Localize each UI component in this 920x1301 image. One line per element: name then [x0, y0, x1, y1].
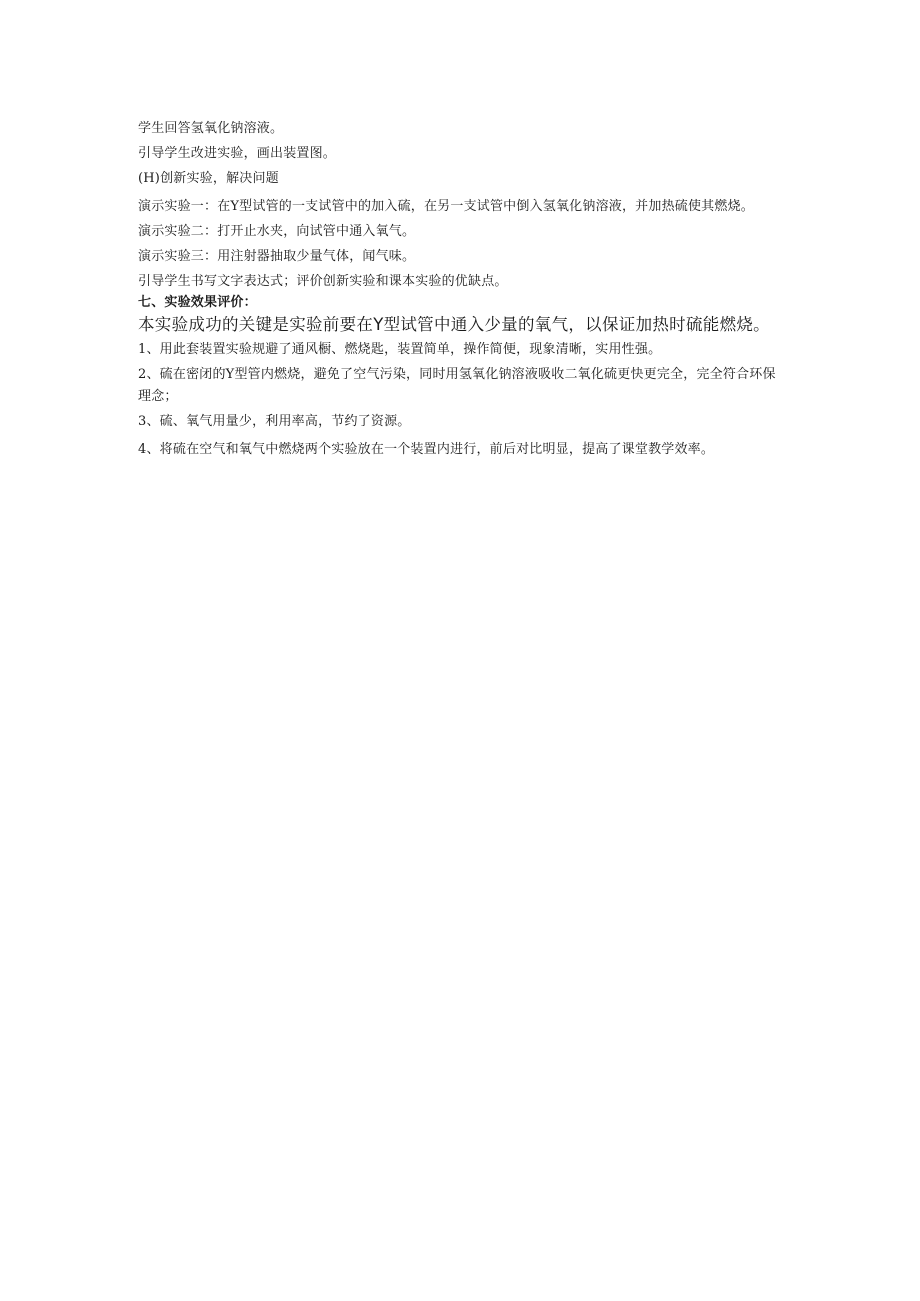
document-body [138, 118, 788, 461]
section-heading: 七、实验效果评价： [138, 295, 257, 310]
point-two: 2、硫在密闭的Y型管内燃烧，避免了空气污染，同时用氢氧化钠溶液吸收二氧化硫更快更完全，完全符合环保理念； [138, 367, 776, 404]
key-statement: 本实验成功的关键是实验前要在Y型试管中通入少量的氧气，以保证加热时硫能燃烧。 [138, 315, 770, 334]
line-innovation-title: (H)创新实验，解决问题 [138, 171, 279, 186]
line-student-answer: 学生回答氢氧化钠溶液。 [138, 121, 284, 136]
point-three: 3、硫、氧气用量少，利用率高，节约了资源。 [138, 414, 411, 429]
point-four: 4、将硫在空气和氧气中燃烧两个实验放在一个装置内进行，前后对比明显，提高了课堂教学效率。 [138, 442, 715, 457]
line-guide-write: 引导学生书写文字表达式；评价创新实验和课本实验的优缺点。 [138, 274, 508, 289]
line-guide-improve: 引导学生改进实验，画出装置图。 [138, 146, 337, 161]
point-one: 1、用此套装置实验规避了通风橱、燃烧匙，装置简单，操作简便，现象清晰，实用性强。 [138, 342, 662, 357]
line-demo-two: 演示实验二：打开止水夹，向试管中通入氧气。 [138, 224, 416, 239]
line-demo-one: 演示实验一：在Y型试管的一支试管中的加入硫，在另一支试管中倒入氢氧化钠溶液，并加热硫使其燃烧。 [138, 199, 754, 214]
line-demo-three: 演示实验三：用注射器抽取少量气体，闻气味。 [138, 249, 416, 264]
